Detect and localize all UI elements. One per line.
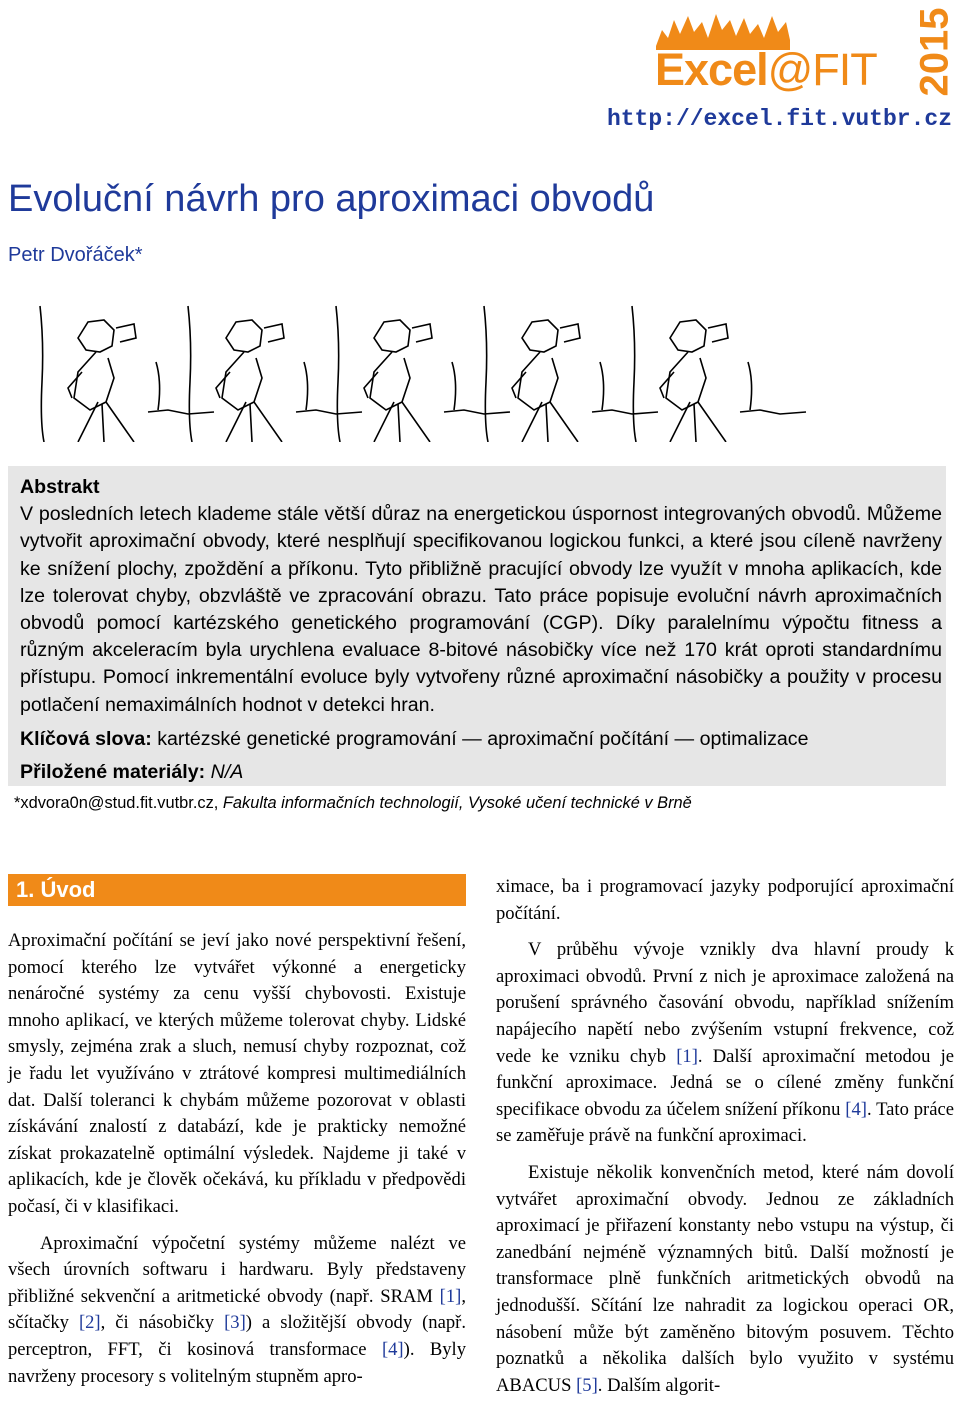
author-email-link[interactable]: *xdvora0n@stud.fit.vutbr.cz (14, 794, 214, 812)
citation-link-4[interactable]: [4] (381, 1338, 404, 1360)
affiliation-line (14, 794, 692, 813)
keywords-text: kartézské genetické programování — aproximační počítání — optimalizace (157, 727, 809, 750)
citation-link-1[interactable]: [1] (676, 1045, 698, 1067)
text-fragment: ). Byly navrženy procesory s volitelným stupněm apro- (8, 1338, 467, 1387)
text-fragment: ) a složitější obvody (např. perceptron, FFT, či kosinová transformace (8, 1312, 466, 1360)
paragraph-conventional-methods (496, 1160, 954, 1399)
section-heading-bar (8, 874, 466, 906)
citation-link-2[interactable]: [2] (78, 1312, 101, 1334)
text-fragment: . Dalším algorit- (597, 1374, 721, 1396)
paragraph-approx-streams (496, 937, 954, 1150)
institution-text: Fakulta informačních technologií, Vysoké učení technické v Brně (222, 794, 692, 812)
citation-link-1[interactable]: [1] (439, 1285, 462, 1307)
section-title: 1. Úvod (16, 877, 96, 902)
body-column-right (496, 874, 954, 1399)
abstract-text: V posledních letech klademe stále větší důraz na energetickou úspornost integrovaných obvodů. Můžeme vytvořit aproximační obvody, které nesplňují specifikovanou logickou funkci, a které jsou cíleně navrženy ke snížení plochy, zpoždění a příkonu. Tyto přibližně pracující obvody lze využít v mnoha aplikacích, kde lze tolerovat chyby, obzvláště ve zpracování obrazu. Tato práce popisuje evoluční návrh aproximačních obvodů pomocí kartézského genetického programování (CGP). Díky paralelnímu výpočtu fitness a různým akceleracím byla urychlena evaluace 8-bitové násobičky více než 170 krát oproti standardnímu přístupu. Pomocí inkrementální evoluce byly vytvořeny různé aproximační násobičky a použity v procesu potlačení nemaximálních hodnot v detekci hran. (20, 503, 942, 716)
abstract-box (8, 466, 946, 786)
paragraph-intro-2 (8, 1231, 466, 1391)
materials-line (20, 759, 942, 786)
text-fragment: . Další aproximační metodou je funkční aproximace. Jedná se o cílené změny funkční specifikace obvodu za účelem snížení příkonu (496, 1045, 954, 1120)
logo-excel: Excel (655, 44, 768, 95)
materials-label: Přiložené materiály: (20, 761, 206, 784)
text-fragment: . Tato práce se zaměřuje právě na funkční aproximaci. (496, 1098, 954, 1147)
excel-fit-logo[interactable] (655, 44, 877, 96)
logo-fit: @FIT (767, 44, 877, 95)
year-text: 2015 (912, 7, 957, 97)
edge-detection-image-5 (630, 302, 808, 442)
text-fragment: Aproximační výpočetní systémy můžeme nalézt ve všech úrovních softwaru i hardwaru. Byly představeny přibližné sekvenční a aritmetické obvody (např. SRAM (8, 1232, 466, 1307)
text-fragment: , sčítačky (8, 1285, 466, 1334)
abstract-heading: Abstrakt (20, 476, 100, 498)
body-column-left (8, 928, 466, 1390)
citation-link-3[interactable]: [3] (224, 1312, 246, 1334)
text-fragment: Existuje několik konvenčních metod, které nám dovolí vytvářet aproximační obvody. Jednou ze základních aproximací je přiřazení konstanty nebo vstupu na výstup, či zanedbání nejméně významných bitů. Další možností je transformace plně funkčních aritmetických obvodů na jednodušší. Sčítání lze nahradit za logickou operaci OR, násobení může být zaměněno bitovým posuvem. Těchto poznatků a několika dalších bylo využito v systému ABACUS (496, 1161, 954, 1396)
year-badge (912, 4, 958, 100)
text-fragment: V průběhu vývoje vznikly dva hlavní proudy k aproximaci obvodů. První z nich je aproximace založená na porušení správného časování obvodu, například snížením napájecího napětí nebo zvýšením vstupní frekvence, což vede ke vzniku chyb (496, 939, 954, 1067)
keywords-label: Klíčová slova: (20, 727, 152, 750)
text-fragment: , či násobičky (100, 1312, 225, 1334)
paragraph-continued: ximace, ba i programovací jazyky podporující aproximační počítání. (496, 876, 954, 924)
paper-title: Evoluční návrh pro aproximaci obvodů (8, 178, 655, 220)
paragraph-intro-1: Aproximační počítání se jeví jako nové perspektivní řešení, pomocí kterého lze vytvářet výkonné a energeticky nenáročné systémy za cenu vyšší chybovosti. Existuje mnoho aplikací, ve kterých můžeme tolerovat chyby. Lidské smysly, zejména zrak a sluch, nemusí chyby rozpoznat, což je řadu let využíváno v ztrátové kompresi multimediálních dat. Další toleranci k chybám můžeme pozorovat v oblasti získávání znalostí z databází, kde je prakticky nemožné získat prokazatelně optimální výsledek. Najdeme ji také v aplikacích, kde je člověk očekává, ku příkladu v předpovědi počasí, či v klasifikaci. (8, 930, 466, 1217)
citation-link-5[interactable]: [5] (576, 1374, 598, 1396)
keywords-line (20, 726, 942, 753)
citation-link-4[interactable]: [4] (845, 1098, 867, 1120)
affiliation-separator: , (213, 794, 223, 812)
conference-url-link[interactable]: http://excel.fit.vutbr.cz (606, 106, 952, 132)
materials-value: N/A (210, 761, 244, 784)
author-name: Petr Dvořáček* (8, 244, 143, 266)
